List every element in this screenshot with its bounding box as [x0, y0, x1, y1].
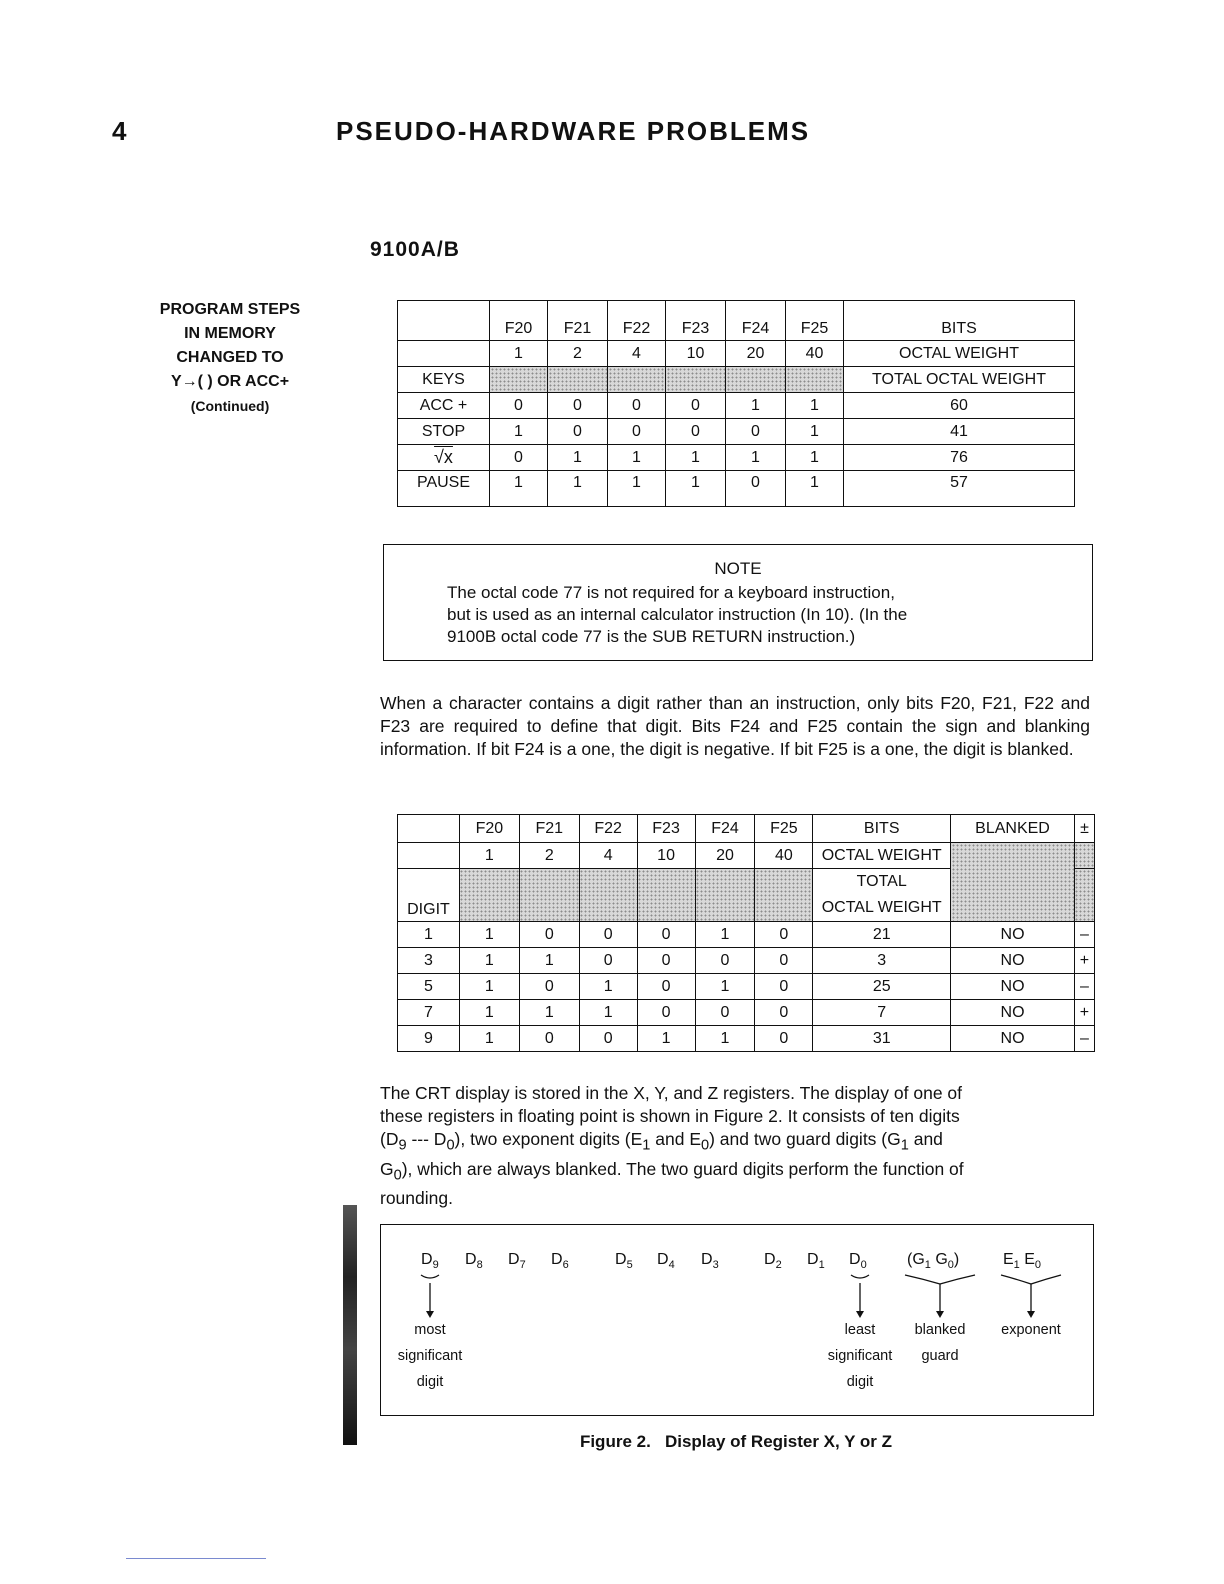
bit-cell: 1 [608, 445, 666, 471]
bit-cell: 1 [695, 1026, 755, 1052]
bit-cell: 1 [519, 948, 579, 974]
table-row [398, 1000, 1095, 1026]
subscript: 0 [701, 1137, 710, 1154]
bit-cell: 1 [579, 1000, 637, 1026]
exp-sub-1: 1 [1013, 1259, 1020, 1272]
exp-sub-0: 0 [1034, 1259, 1042, 1272]
blanked-cell: NO [951, 922, 1075, 948]
bit-cell: 1 [459, 974, 519, 1000]
digit-subscript: 7 [519, 1259, 526, 1272]
header-cell: F24 [726, 301, 786, 341]
table-row [398, 419, 1075, 445]
table-row [398, 974, 1095, 1000]
subscript: 1 [642, 1137, 651, 1154]
sign-cell: + [1074, 948, 1094, 974]
digit-subscript: 0 [860, 1259, 867, 1272]
bit-cell: 0 [579, 1026, 637, 1052]
side-caption-line: CHANGED TO [176, 349, 284, 366]
total-cell: 60 [844, 393, 1075, 419]
sign-cell: – [1074, 974, 1094, 1000]
bit-cell: 1 [726, 445, 786, 471]
paragraph-line [380, 1158, 1090, 1188]
table-cell [398, 815, 460, 843]
digit-letter: D [421, 1251, 433, 1268]
weight-cell: 40 [786, 341, 844, 367]
blanked-cell: NO [951, 948, 1075, 974]
shaded-cell [695, 869, 755, 922]
bit-cell: 0 [695, 1000, 755, 1026]
total-cell: 3 [813, 948, 951, 974]
digit-subscript: 3 [712, 1259, 719, 1272]
exponent-brace [1001, 1275, 1061, 1284]
bit-cell: 1 [548, 471, 608, 507]
bit-cell: 0 [637, 974, 695, 1000]
key-cell: √x [398, 445, 490, 471]
digit-letter: D [657, 1251, 669, 1268]
bit-cell: 1 [548, 445, 608, 471]
text-run: and [908, 1129, 943, 1149]
note-title: NOTE [714, 559, 762, 578]
total-cell: 7 [813, 1000, 951, 1026]
total-cell: 57 [844, 471, 1075, 507]
text-run: ), two exponent digits (E [454, 1129, 643, 1149]
bit-cell: 1 [695, 922, 755, 948]
table-row [398, 445, 1075, 471]
digit-cell: 5 [398, 974, 460, 1000]
bit-cell: 1 [666, 471, 726, 507]
bit-cell: 0 [637, 922, 695, 948]
sign-cell: – [1074, 1026, 1094, 1052]
subscript: 9 [398, 1137, 407, 1154]
weight-cell: 4 [579, 843, 637, 869]
octal-weight-label: OCTAL WEIGHT [821, 899, 942, 916]
table-row [398, 922, 1095, 948]
digit-letter: D [701, 1251, 713, 1268]
bit-cell: 0 [637, 948, 695, 974]
header-cell: BITS [813, 815, 951, 843]
total-cell: 31 [813, 1026, 951, 1052]
label-line: guard [921, 1348, 959, 1364]
shaded-cell [637, 869, 695, 922]
total-cell: 21 [813, 922, 951, 948]
total-cell: 25 [813, 974, 951, 1000]
total-label: TOTAL [856, 873, 907, 890]
digit-cell: 1 [398, 922, 460, 948]
header-cell: ± [1074, 815, 1094, 843]
digit-subscript: 1 [818, 1259, 825, 1272]
side-caption-line: PROGRAM STEPS [159, 301, 301, 318]
weight-cell: 40 [755, 843, 813, 869]
header-cell: BLANKED [951, 815, 1075, 843]
bit-cell: 0 [755, 1000, 813, 1026]
digit-subscript: 6 [562, 1259, 569, 1272]
exp-e0: E [1019, 1251, 1035, 1268]
blanked-cell: NO [951, 974, 1075, 1000]
label-line: exponent [1001, 1322, 1061, 1338]
side-caption [130, 298, 330, 418]
header-cell: F23 [637, 815, 695, 843]
bit-cell: 0 [490, 393, 548, 419]
shaded-cell [519, 869, 579, 922]
side-caption-continued: (Continued) [190, 398, 270, 414]
header-cell: BITS [844, 301, 1075, 341]
shaded-cell [755, 869, 813, 922]
note-line: but is used as an internal calculator instruction (In 10). (In the [447, 605, 908, 624]
digit-cell: 9 [398, 1026, 460, 1052]
label-line: digit [846, 1374, 874, 1390]
bit-cell: 0 [755, 922, 813, 948]
paragraph-line: The CRT display is stored in the X, Y, and Z registers. The display of one of [380, 1083, 963, 1103]
bit-cell: 1 [490, 471, 548, 507]
total-cell: 41 [844, 419, 1075, 445]
bit-cell: 1 [786, 445, 844, 471]
table-row [398, 1026, 1095, 1052]
label-blanked-guard [900, 1317, 980, 1369]
bit-cell: 1 [726, 393, 786, 419]
bit-cell: 1 [490, 419, 548, 445]
bit-cell: 0 [755, 948, 813, 974]
header-cell: F24 [695, 815, 755, 843]
bit-cell: 0 [548, 419, 608, 445]
text-run: and E [650, 1129, 701, 1149]
bit-cell: 0 [519, 1026, 579, 1052]
sign-cell: – [1074, 922, 1094, 948]
bit-cell: 0 [726, 419, 786, 445]
guard-brace [905, 1275, 975, 1284]
digit-letter: D [849, 1251, 861, 1268]
bit-cell: 0 [490, 445, 548, 471]
digit-letter: D [764, 1251, 776, 1268]
footer-rule [126, 1558, 266, 1559]
paragraph-line: rounding. [380, 1188, 453, 1208]
header-cell: F22 [579, 815, 637, 843]
bit-cell: 0 [695, 948, 755, 974]
total-cell: 76 [844, 445, 1075, 471]
paragraph-digit-bits: When a character contains a digit rather than an instruction, only bits F20, F21, F22 and F23 are required to define that digit. Bits F24 and F25 contain the sign and blanking information. If bit F24 is a one, the digit is negative. If bit F25 is a one, the digit is blanked. [380, 693, 1090, 759]
header-cell: F21 [548, 301, 608, 341]
bit-cell: 0 [519, 974, 579, 1000]
digit-subscript: 9 [432, 1259, 439, 1272]
subscript: 0 [393, 1167, 402, 1183]
blanked-cell: NO [951, 1026, 1075, 1052]
label-cell: TOTAL OCTAL WEIGHT [844, 367, 1075, 393]
digit-cell: 3 [398, 948, 460, 974]
weight-cell: 2 [519, 843, 579, 869]
bit-cell: 0 [519, 922, 579, 948]
bit-cell: 0 [579, 948, 637, 974]
label-cell [813, 869, 951, 922]
label-cell: OCTAL WEIGHT [844, 341, 1075, 367]
guard-mid: G [930, 1251, 948, 1268]
text-run: ) and two guard digits (G [709, 1129, 901, 1149]
weight-cell: 10 [666, 341, 726, 367]
weight-cell: 2 [548, 341, 608, 367]
bit-cell: 1 [666, 445, 726, 471]
bit-cell: 0 [755, 974, 813, 1000]
digit-subscript: 2 [775, 1259, 782, 1272]
bit-cell: 1 [608, 471, 666, 507]
paragraph-crt-display [380, 1082, 1090, 1210]
digit-subscript: 8 [476, 1259, 483, 1272]
shaded-cell [1074, 869, 1094, 922]
shaded-cell [951, 843, 1075, 922]
weight-cell: 20 [695, 843, 755, 869]
label-line: blanked [914, 1322, 966, 1338]
guard-sub-0: 0 [947, 1259, 954, 1272]
bit-cell: 1 [459, 948, 519, 974]
side-caption-line: Y→( ) OR ACC+ [170, 373, 290, 390]
bit-cell: 1 [459, 1026, 519, 1052]
table-row [398, 948, 1095, 974]
bit-cell: 1 [459, 922, 519, 948]
text-run: G [380, 1158, 394, 1179]
shaded-cell [1074, 843, 1094, 869]
bit-cell: 0 [666, 419, 726, 445]
text-run: ), which are always blanked. The two guard digits perform the function of [401, 1158, 964, 1179]
shaded-cell [548, 367, 608, 393]
bit-cell: 1 [519, 1000, 579, 1026]
label-line: significant [397, 1348, 463, 1364]
paragraph-line [380, 1128, 1090, 1158]
header-cell: F25 [786, 301, 844, 341]
key-cell: STOP [398, 419, 490, 445]
table-cell [398, 843, 460, 869]
key-cell: ACC + [398, 393, 490, 419]
bit-cell: 0 [726, 471, 786, 507]
digit-subscript: 4 [668, 1259, 675, 1272]
exp-e1: E [1003, 1251, 1014, 1268]
table-row [398, 471, 1075, 507]
header-cell: F22 [608, 301, 666, 341]
digit-label-cell: DIGIT [398, 869, 460, 922]
shaded-cell [726, 367, 786, 393]
weight-cell: 1 [459, 843, 519, 869]
bit-cell: 1 [579, 974, 637, 1000]
sign-cell: + [1074, 1000, 1094, 1026]
guard-open: (G [907, 1251, 925, 1268]
note-box [383, 544, 1093, 661]
weight-cell: 10 [637, 843, 695, 869]
subscript: 1 [900, 1137, 909, 1154]
page-title: PSEUDO-HARDWARE PROBLEMS [336, 116, 811, 146]
bit-cell: 1 [459, 1000, 519, 1026]
bit-cell: 0 [637, 1000, 695, 1026]
blanked-cell: NO [951, 1000, 1075, 1026]
model-heading: 9100A/B [370, 238, 460, 261]
bit-cell: 0 [755, 1026, 813, 1052]
least-brace [851, 1275, 869, 1278]
label-line: significant [827, 1348, 893, 1364]
paragraph-line: these registers in floating point is shown in Figure 2. It consists of ten digits [380, 1106, 960, 1126]
digit-letter: D [807, 1251, 819, 1268]
subscript: 0 [446, 1137, 455, 1154]
keys-label-cell: KEYS [398, 367, 490, 393]
most-brace [421, 1275, 439, 1278]
text-run: --- D [406, 1129, 447, 1149]
weight-cell: 1 [490, 341, 548, 367]
side-caption-line: IN MEMORY [184, 325, 276, 342]
shaded-cell [579, 869, 637, 922]
page-number: 4 [112, 116, 127, 146]
digit-letter: D [615, 1251, 627, 1268]
bit-cell: 0 [666, 393, 726, 419]
bit-cell: 0 [608, 419, 666, 445]
table-row [398, 393, 1075, 419]
bit-cell: 0 [579, 922, 637, 948]
weight-cell: 4 [608, 341, 666, 367]
keys-bit-table [397, 300, 1075, 507]
shaded-cell [666, 367, 726, 393]
figure-register-display [380, 1224, 1094, 1416]
shaded-cell [786, 367, 844, 393]
digit-letter: D [465, 1251, 477, 1268]
digit-cell: 7 [398, 1000, 460, 1026]
bit-cell: 1 [786, 393, 844, 419]
bit-cell: 1 [786, 419, 844, 445]
label-line: least [844, 1322, 876, 1338]
bit-cell: 1 [786, 471, 844, 507]
table-cell [398, 341, 490, 367]
digit-letter: D [551, 1251, 563, 1268]
shaded-cell [490, 367, 548, 393]
bit-cell: 1 [637, 1026, 695, 1052]
label-line: digit [416, 1374, 444, 1390]
label-exponent [985, 1317, 1077, 1343]
bit-cell: 0 [608, 393, 666, 419]
header-cell: F25 [755, 815, 813, 843]
label-least-significant [815, 1317, 905, 1395]
digit-letter: D [508, 1251, 520, 1268]
guard-close: ) [953, 1251, 960, 1268]
table-cell [398, 301, 490, 341]
label-cell: OCTAL WEIGHT [813, 843, 951, 869]
shaded-cell [608, 367, 666, 393]
note-line: 9100B octal code 77 is the SUB RETURN instruction.) [447, 627, 856, 646]
figure-caption: Figure 2. Display of Register X, Y or Z [579, 1432, 893, 1451]
bit-cell: 1 [695, 974, 755, 1000]
header-cell: F21 [519, 815, 579, 843]
header-cell: F20 [459, 815, 519, 843]
note-line: The octal code 77 is not required for a keyboard instruction, [447, 583, 895, 602]
scan-edge-artifact [343, 1205, 357, 1445]
key-cell: PAUSE [398, 471, 490, 507]
label-most-significant [385, 1317, 475, 1395]
text-run: (D [380, 1129, 399, 1149]
digit-bit-table [397, 814, 1095, 1052]
header-cell: F20 [490, 301, 548, 341]
note-body [447, 582, 1077, 648]
digit-subscript: 5 [626, 1259, 633, 1272]
bit-cell: 0 [548, 393, 608, 419]
header-cell: F23 [666, 301, 726, 341]
shaded-cell [459, 869, 519, 922]
weight-cell: 20 [726, 341, 786, 367]
guard-sub-1: 1 [924, 1259, 931, 1272]
label-line: most [414, 1322, 446, 1338]
